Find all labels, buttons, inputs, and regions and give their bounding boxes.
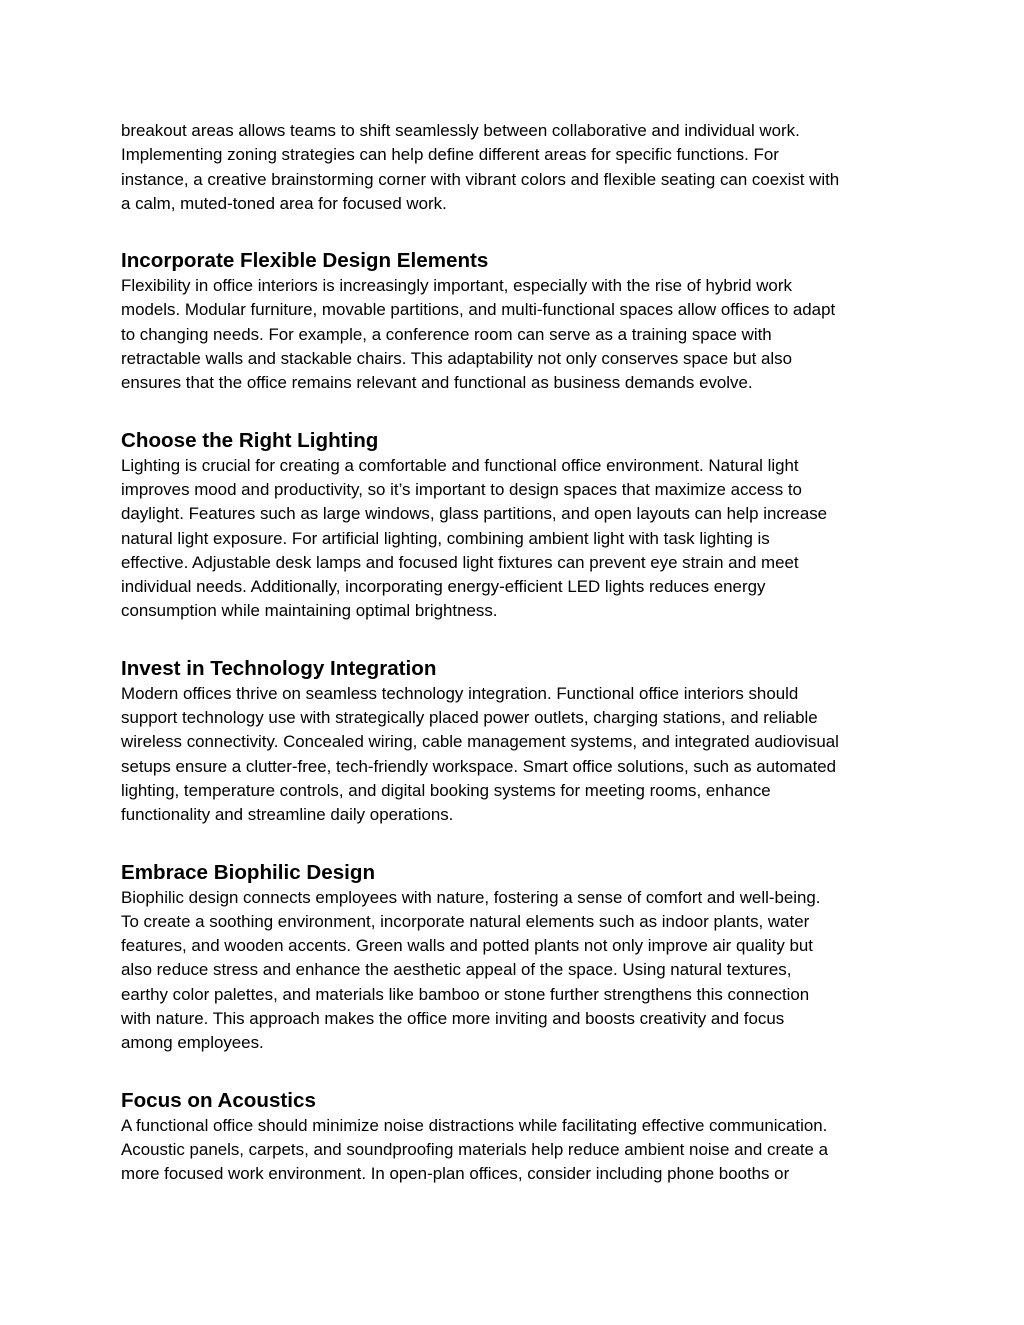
section-heading: Embrace Biophilic Design <box>121 860 376 884</box>
section-technology <box>121 655 921 828</box>
section-body: Flexibility in office interiors is increasingly important, especially with the rise of hybrid work models. Modular furniture, movable partitions, and multi-functional spaces allow offices to adapt to changing needs. For example, a conference room can serve as a training space with retractable walls and stackable chairs. This adaptability not only conserves space but also ensures that the office remains relevant and functional as business demands evolve. <box>121 276 836 393</box>
section-heading: Focus on Acoustics <box>121 1088 316 1112</box>
document-page <box>121 119 921 1187</box>
section-flexible-design <box>121 247 921 395</box>
section-heading: Invest in Technology Integration <box>121 656 437 680</box>
section-body: Biophilic design connects employees with nature, fostering a sense of comfort and well-being. To create a soothing environment, incorporate natural elements such as indoor plants, water features, and wooden accents. Green walls and potted plants not only improve air quality but also reduce stress and enhance the aesthetic appeal of the space. Using natural textures, earthy color palettes, and materials like bamboo or stone further strengthens this connection with nature. This approach makes the office more inviting and boosts creativity and focus among employees. <box>121 887 821 1053</box>
section-body: A functional office should minimize noise distractions while facilitating effective communication. Acoustic panels, carpets, and soundproofing materials help reduce ambient noise and create a more focused work environment. In open-plan offices, consider including phone booths or <box>121 1115 829 1184</box>
section-heading: Incorporate Flexible Design Elements <box>121 249 489 273</box>
section-lighting <box>121 427 921 624</box>
section-acoustics <box>121 1087 921 1187</box>
section-biophilic <box>121 859 921 1056</box>
section-heading: Choose the Right Lighting <box>121 428 379 452</box>
intro-paragraph: breakout areas allows teams to shift seamlessly between collaborative and individual work. Implementing zoning strategies can help define different areas for specific functions. For instance, a creative brainstorming corner with vibrant colors and flexible seating can coexist with a calm, muted-toned area for focused work. <box>121 121 840 213</box>
section-body: Lighting is crucial for creating a comfortable and functional office environment. Natural light improves mood and productivity, so it’s important to design spaces that maximize access to daylight. Features such as large windows, glass partitions, and open layouts can help increase natural light exposure. For artificial lighting, combining ambient light with task lighting is effective. Adjustable desk lamps and focused light fixtures can prevent eye strain and meet individual needs. Additionally, incorporating energy-efficient LED lights reduces energy consumption while maintaining optimal brightness. <box>121 455 828 621</box>
section-body: Modern offices thrive on seamless technology integration. Functional office interiors should support technology use with strategically placed power outlets, charging stations, and reliable wireless connectivity. Concealed wiring, cable management systems, and integrated audiovisual setups ensure a clutter-free, tech-friendly workspace. Smart office solutions, such as automated lighting, temperature controls, and digital booking systems for meeting rooms, enhance functionality and streamline daily operations. <box>121 683 839 825</box>
